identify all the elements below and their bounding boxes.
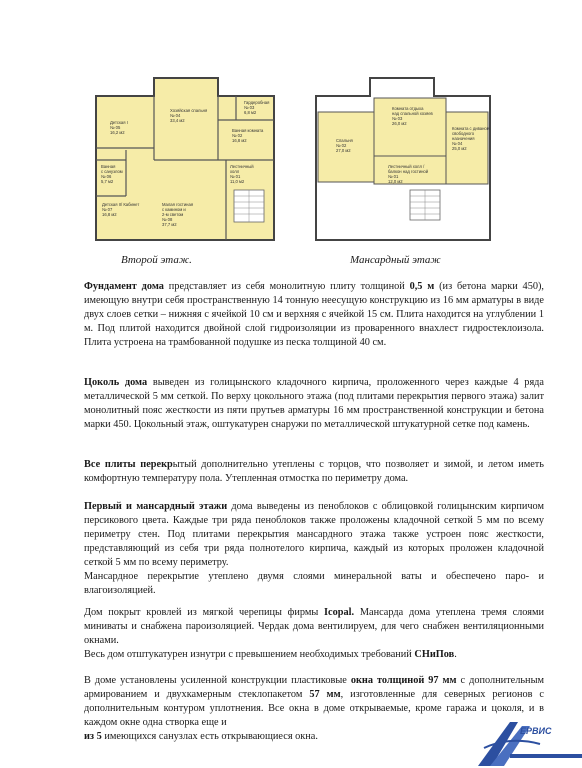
roof-paragraph: Дом покрыт кровлей из мягкой черепицы фирмы Icopal. Мансарда дома утеплена тремя слоями миниваты и снабжена пароизоляцией. Чердак дома вентилируем, для чего снабжен вентиляционными окнами. Весь дом отштукатурен изнутри с превышением необходимых требований СНиПов.	[84, 607, 544, 660]
second-floor-caption: Второй этаж.	[121, 254, 192, 266]
svg-text:Хозяйская спальня№ 0433,4 м2: Хозяйская спальня № 04 33,4 м2	[170, 108, 208, 123]
windows-paragraph: В доме установлены усиленной конструкции пластиковые окна толщиной 97 мм с дополнительным армированием и двухкамерным стеклопакетом 57 мм, изготовленные для северных регионов с дополнительным контуром уплотнения. Все окна в доме открываемые, кроме гаража и цоколя, и в каждом окне одна створка еще и из 5 имеющихся санузлах есть открывающиеся окна.	[84, 675, 545, 742]
attic-floor-caption: Мансардный этаж	[350, 254, 441, 266]
svg-text:Ванная комната№ 0216,8 м2: Ванная комната № 02 16,8 м2	[232, 128, 264, 143]
svg-text:Спальня№ 0227,0 м2: Спальня № 02 27,0 м2	[336, 138, 353, 153]
second-floor-plan	[96, 78, 274, 240]
svg-text:Малая гостинаяс камином и2-м с: Малая гостиная с камином и 2-м светом № 08 37,7 м2	[162, 202, 194, 227]
slabs-paragraph: Все плиты перекрытый дополнительно утеплены с торцов, что позволяет и зимой, и летом иметь комфортную температуру пола. Утепленная отмостка по периметру дома.	[84, 459, 545, 484]
staircase-icon	[410, 190, 440, 220]
attic-floor-plan	[316, 78, 490, 240]
svg-text:Лестничныйхолл№ 0111,0 м2: Лестничный холл № 01 11,0 м2	[230, 164, 254, 184]
svg-text:Комната с диваномсвободногоназ: Комната с диваном свободного назначения № 04 25,0 м2	[452, 126, 490, 151]
svg-text:Гардеробная№ 036,8 м2: Гардеробная № 03 6,8 м2	[244, 100, 270, 115]
svg-text:Детская I№ 0516,2 м2: Детская I № 05 16,2 м2	[110, 120, 128, 135]
staircase-icon	[234, 190, 264, 222]
svg-text:Комната отдыханад спальной хоз: Комната отдыха над спальной хозяев № 03 26,0 м2	[392, 106, 433, 126]
logo-text: ЕРВИС	[520, 726, 552, 736]
plinth-paragraph: Цоколь дома выведен из голицынского кладочного кирпича, проложенного через каждые 4 ряда металлической 5 мм сеткой. По верху цокольного этажа (под плитами перекрытия первого этажа) залит монолитный пояс жесткости из пяти прутьев арматуры 16 мм пространственной конструкции и бетона марки 450. Цокольный этаж, оштукатурен снаружи по металлической штукатурной сетке под камень.	[84, 377, 544, 430]
floors-paragraph: Первый и мансардный этажи дома выведены из пеноблоков с облицовкой голицынским кирпичом персикового цвета. Каждые три ряда пеноблоков также проложены кладочной сеткой 5 мм по всему периметру стен. Под плитами перекрытия мансардного этажа также устроен пояс жесткости, представляющий из себя три ряда полнотелого кирпича, каждый из которых проложен кладочной сеткой 5 мм по всему периметру. Мансардное перекрытие утеплено двумя слоями минеральной ваты и обеспечено паро- и влагоизоляцией.	[84, 501, 545, 596]
floor-plans	[0, 0, 582, 270]
foundation-paragraph: Фундамент дома представляет из себя монолитную плиту толщиной 0,5 м (из бетона марки 450), имеющую внутри себя пространственную 14 тонную неесущую конструкцию из 16 мм арматуры в виде двух слоев сетки – нижняя с ячейкой 10 см и верхняя с ячейкой 15 см. Плита находится на углублении 1 м. Под плитой находится двойной слой гидроизоляции из проваренного внахлест гидростеклоизола. Плита устроена на трамбованной подушке из песка толщиной 40 см.	[84, 281, 545, 348]
company-logo	[470, 716, 582, 768]
svg-text:Детская II/ Кабинет№ 0716,8 м2: Детская II/ Кабинет № 07 16,8 м2	[102, 202, 140, 217]
svg-text:Ваннаяс санузлом№ 065,7 м2: Ванная с санузлом № 06 5,7 м2	[101, 164, 123, 184]
svg-text:Лестничный холл /балкон над го: Лестничный холл / балкон над гостиной № 01 12,0 м2	[388, 164, 429, 184]
